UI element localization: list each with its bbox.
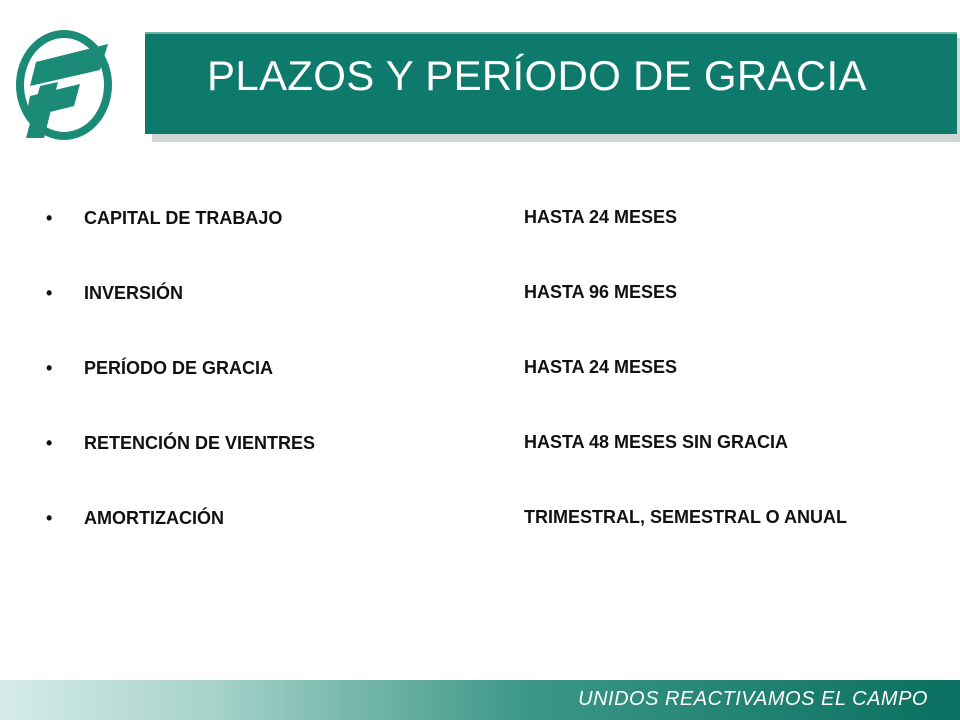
bullet-marker: • xyxy=(46,358,53,378)
footer-bar xyxy=(0,680,960,720)
title-banner xyxy=(145,32,957,134)
bullet-marker: • xyxy=(46,433,53,453)
list-item xyxy=(0,508,960,588)
bullet-marker: • xyxy=(46,283,53,303)
item-label: INVERSIÓN xyxy=(84,283,184,303)
bullet-marker: • xyxy=(46,208,53,228)
list-item xyxy=(0,283,960,343)
list-item xyxy=(0,433,960,493)
item-label: PERÍODO DE GRACIA xyxy=(84,358,274,378)
item-value: HASTA 24 MESES xyxy=(524,357,678,377)
fe-logo-icon xyxy=(14,30,114,140)
list-item xyxy=(0,358,960,418)
item-label: RETENCIÓN DE VIENTRES xyxy=(84,433,316,453)
item-value: HASTA 96 MESES xyxy=(524,282,678,302)
list-item xyxy=(0,208,960,268)
item-value: TRIMESTRAL, SEMESTRAL O ANUAL xyxy=(524,507,847,527)
item-label: AMORTIZACIÓN xyxy=(84,508,224,528)
item-value: HASTA 24 MESES xyxy=(524,207,678,227)
item-label: CAPITAL DE TRABAJO xyxy=(84,208,283,228)
bullet-marker: • xyxy=(46,508,53,528)
footer-slogan: UNIDOS REACTIVAMOS EL CAMPO xyxy=(578,688,928,710)
page-title: PLAZOS Y PERÍODO DE GRACIA xyxy=(207,52,867,99)
item-value: HASTA 48 MESES SIN GRACIA xyxy=(524,432,789,452)
